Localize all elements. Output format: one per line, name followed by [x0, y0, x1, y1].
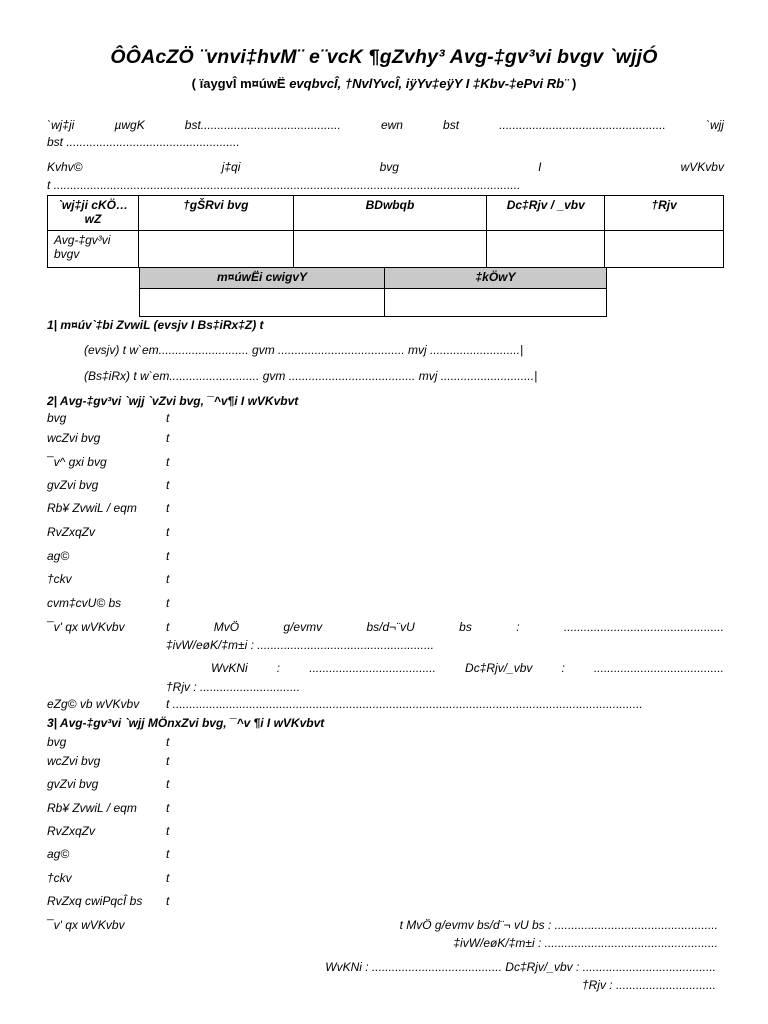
table-row: [48, 231, 724, 268]
date-english-line: (Bs‡iRx) t w`em........................... gvm ...................................... mvj ............................|: [84, 369, 538, 383]
table-cell: [140, 289, 385, 317]
address-word: ......................................: [309, 661, 436, 675]
page-title: ÔÔAcZÖ ¨vnvi‡hvM¨ e¨vcK ¶gZvhy³ Avg-‡gv³vi bvgv `wjjÓ: [110, 46, 658, 68]
intro-word: `wjj: [705, 118, 724, 132]
address-word: g/evmv: [283, 620, 323, 634]
table-header-row: [48, 196, 724, 231]
address-word: MvÖ: [213, 620, 240, 634]
intro-word: µwgK: [114, 118, 145, 132]
page-subtitle: [0, 76, 768, 91]
intro-word: bst: [443, 118, 460, 132]
intro-word: wVKvbv: [680, 160, 724, 174]
recipient-address-label: ¯v' qx wVKvbv: [47, 918, 125, 932]
table-header: BDwbqb: [293, 196, 487, 231]
table-cell: [138, 231, 293, 268]
table-cell: [293, 231, 487, 268]
section-3-heading: 3| Avg-‡gv³vi `wjj MÖnxZvi bvg, ¯^v ¶i I wVKvbvt: [47, 716, 325, 730]
recipient-address-row-1: t MvÖ g/evmv bs/d¨¬ vU bs : .................................................: [399, 918, 718, 932]
table-header: m¤úwËi cwigvY: [140, 268, 385, 289]
field-label: wcZvi bvg: [47, 431, 101, 445]
present-address-value: t .............................................................................................................................................: [166, 697, 643, 711]
field-label: †ckv: [47, 572, 72, 586]
table-cell: [605, 231, 724, 268]
address-word: bs/d¬¨vU: [366, 620, 415, 634]
field-separator: t: [166, 572, 170, 586]
table-cell: [385, 289, 607, 317]
field-separator: t: [166, 824, 170, 838]
field-separator: t: [166, 894, 170, 908]
intro-word: bvg: [379, 160, 399, 174]
field-label: bvg: [47, 735, 67, 749]
table-cell: [487, 231, 605, 268]
permanent-address-row-2: ‡ivW/eøK/‡m±i : .....................................................: [166, 638, 434, 652]
field-separator: t: [166, 549, 170, 563]
section-2-heading: 2| Avg-‡gv³vi `wjj `vZvi bvg, ¯^v¶i I wVKvbvt: [47, 394, 299, 408]
field-label: Rb¥ ZvwiL / eqm: [47, 501, 137, 515]
field-label: Rb¥ ZvwiL / eqm: [47, 801, 137, 815]
intro-word: I: [538, 160, 542, 174]
table-header: Dc‡Rjv / _vbv: [487, 196, 605, 231]
section-1-heading-rest: ZvwiL (evsjv I Bs‡iRx‡Z) t: [116, 318, 264, 332]
table-header: ‡kÖwY: [385, 268, 607, 289]
field-label: ag©: [47, 847, 70, 861]
permanent-address-row-1: [166, 620, 724, 634]
field-label: †ckv: [47, 871, 72, 885]
address-word: Dc‡Rjv/_vbv: [465, 661, 533, 675]
property-location-table: [47, 195, 724, 268]
field-separator: t: [166, 501, 170, 515]
section-1-heading: [47, 318, 264, 332]
field-separator: t: [166, 411, 170, 425]
intro-word: Kvhv©: [47, 160, 83, 174]
date-bangla-line: (evsjv) t w`em........................... gvm ...................................... mvj ...........................|: [84, 343, 524, 357]
field-separator: t: [166, 735, 170, 749]
office-address-line: t ............................................................................................................................................: [47, 178, 521, 192]
intro-word: `wj‡ji: [47, 118, 75, 132]
field-label: cvm‡cvU© bs: [47, 596, 122, 610]
address-word: :: [561, 661, 565, 675]
field-separator: t: [166, 801, 170, 815]
field-label: RvZxqZv: [47, 824, 95, 838]
field-label: RvZxq cwiPqcÎ bs: [47, 894, 143, 908]
field-separator: t: [166, 871, 170, 885]
intro-word: bst..........................................: [184, 118, 341, 132]
field-separator: t: [166, 777, 170, 791]
field-separator: t: [166, 754, 170, 768]
property-amount-table: [139, 267, 607, 317]
address-word: ................................................: [563, 620, 724, 634]
deed-number-line: bst ....................................................: [47, 135, 240, 149]
intro-word: ..................................................: [499, 118, 666, 132]
table-header: †Rjv: [605, 196, 724, 231]
field-label: RvZxqZv: [47, 525, 95, 539]
field-separator: t: [166, 847, 170, 861]
address-word: :: [276, 661, 281, 675]
permanent-address-label: ¯v' qx wVKvbv: [47, 620, 125, 634]
field-label: gvZvi bvg: [47, 777, 99, 791]
deed-serial-line: [47, 118, 724, 132]
intro-word: j‡qi: [221, 160, 241, 174]
address-word: bs: [459, 620, 472, 634]
field-separator: t: [166, 525, 170, 539]
recipient-address-row-2: ‡ivW/eøK/‡m±i : ....................................................: [453, 936, 718, 950]
subtitle-close: ): [568, 76, 577, 91]
present-address-label: eZg© vb wVKvbv: [47, 697, 140, 711]
recipient-address-row-4: †Rjv : ..............................: [581, 978, 716, 992]
table-row: [140, 289, 607, 317]
table-header: `wj‡ji cKÖ… wZ: [48, 196, 139, 231]
field-separator: t: [166, 478, 170, 492]
field-label: gvZvi bvg: [47, 478, 99, 492]
address-word: WvKNi: [211, 661, 248, 675]
recipient-address-row-3: WvKNi : ....................................... Dc‡Rjv/_vbv : ........................................: [325, 960, 716, 974]
address-word: :: [516, 620, 520, 634]
permanent-address-row-3: [211, 661, 724, 675]
table-header: †gŠRvi bvg: [138, 196, 293, 231]
field-separator: t: [166, 455, 170, 469]
field-label: wcZvi bvg: [47, 754, 101, 768]
address-word: t: [166, 620, 170, 634]
field-separator: t: [166, 431, 170, 445]
field-label: ag©: [47, 549, 70, 563]
office-name-line: [47, 160, 724, 174]
subtitle-open: ( ïaygvÎ m¤úwË: [191, 76, 290, 91]
table-header-row: [140, 268, 607, 289]
address-word: .......................................: [593, 661, 724, 675]
table-cell-label: Avg-‡gv³vi bvgv: [48, 231, 139, 268]
field-label: bvg: [47, 411, 67, 425]
subtitle-italic: evqbvcÎ, †NvlYvcÎ, iÿYv‡eÿY I ‡Kbv-‡ePvi Rb¨: [289, 76, 569, 91]
field-label: ¯v^ gxi bvg: [47, 455, 107, 469]
permanent-address-row-4: †Rjv : ..............................: [166, 680, 301, 694]
field-separator: t: [166, 596, 170, 610]
section-1-heading-bold: 1| m¤úv`‡bi: [47, 318, 117, 332]
intro-word: ewn: [380, 118, 403, 132]
